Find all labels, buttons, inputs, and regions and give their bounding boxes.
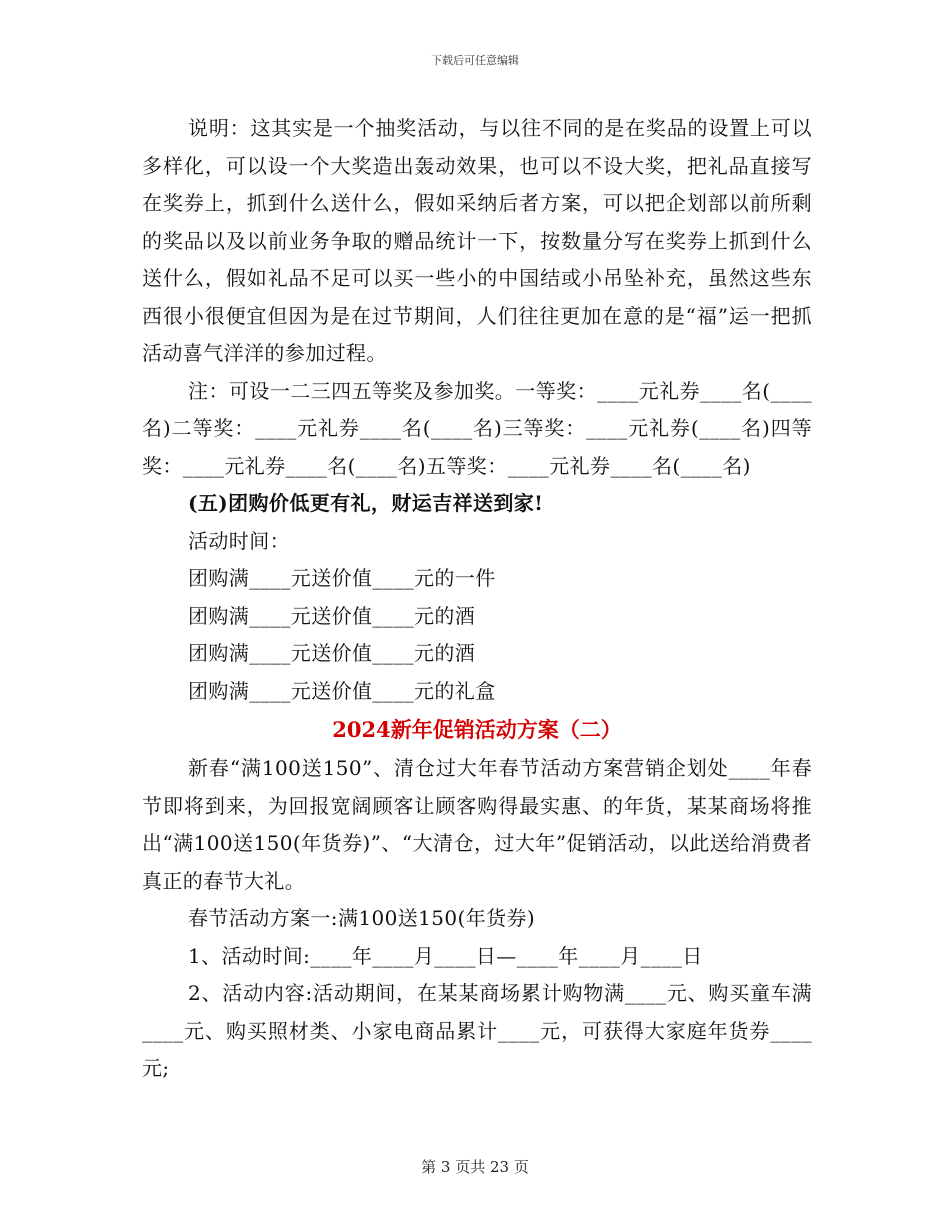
activity-content-item: 2、活动内容:活动期间，在某某商场累计购物满____元、购买童车满____元、购买照材类、小家电商品累计____元，可获得大家庭年货券____元;: [142, 981, 812, 1080]
page-header: 下载后可任意编辑: [431, 54, 519, 67]
page-footer: 第 3 页共 23 页: [421, 1158, 529, 1176]
group-buy-item: 团购满____元送价值____元的一件: [188, 566, 496, 590]
group-buy-item: 团购满____元送价值____元的礼盒: [188, 678, 496, 703]
section-heading: (五)团购价低更有礼，财运吉祥送到家!: [188, 491, 544, 515]
group-buy-item: 团购满____元送价值____元的酒: [188, 603, 476, 628]
explanation-paragraph: 说明：这其实是一个抽奖活动，与以往不同的是在奖品的设置上可以多样化，可以设一个大奖造出轰动效果，也可以不设大奖，把礼品直接写在奖券上，抓到什么送什么，假如采纳后者方案，可以把企划部以前所剩的奖品以及以前业务争取的赠品统计一下，按数量分写在奖券上抓到什么送什么，假如礼品不足可以买一些小的中国结或小吊坠补充，虽然这些东西很小很便宜但因为是在过节期间，人们往往更加在意的是“福”运一把抓活动喜气洋洋的参加过程。: [142, 116, 812, 365]
activity-time-label: 活动时间：: [188, 528, 290, 553]
note-paragraph: 注：可设一二三四五等奖及参加奖。一等奖：____元礼券____名(____名)二等奖：____元礼券____名(____名)三等奖：____元礼券(____名)四等奖：____元礼券____名(____名)五等奖：____元礼券____名(____名): [142, 378, 812, 478]
intro-paragraph: 新春“满100送150”、清仓过大年春节活动方案营销企划处____年春节即将到来，为回报宽阔顾客让顾客购得最实惠、的年货，某某商场将推出“满100送150(年货券)”、“大清仓，过大年”促销活动，以此送给消费者真正的春节大礼。: [142, 756, 812, 893]
activity-time-item: 1、活动时间:____年____月____日—____年____月____日: [188, 943, 703, 968]
document-body: [142, 110, 812, 1088]
group-buy-item: 团购满____元送价值____元的酒: [188, 641, 476, 665]
scheme-heading: 春节活动方案一:满100送150(年货券): [188, 906, 536, 930]
plan-title: 2024新年促销活动方案（二）: [332, 717, 622, 742]
